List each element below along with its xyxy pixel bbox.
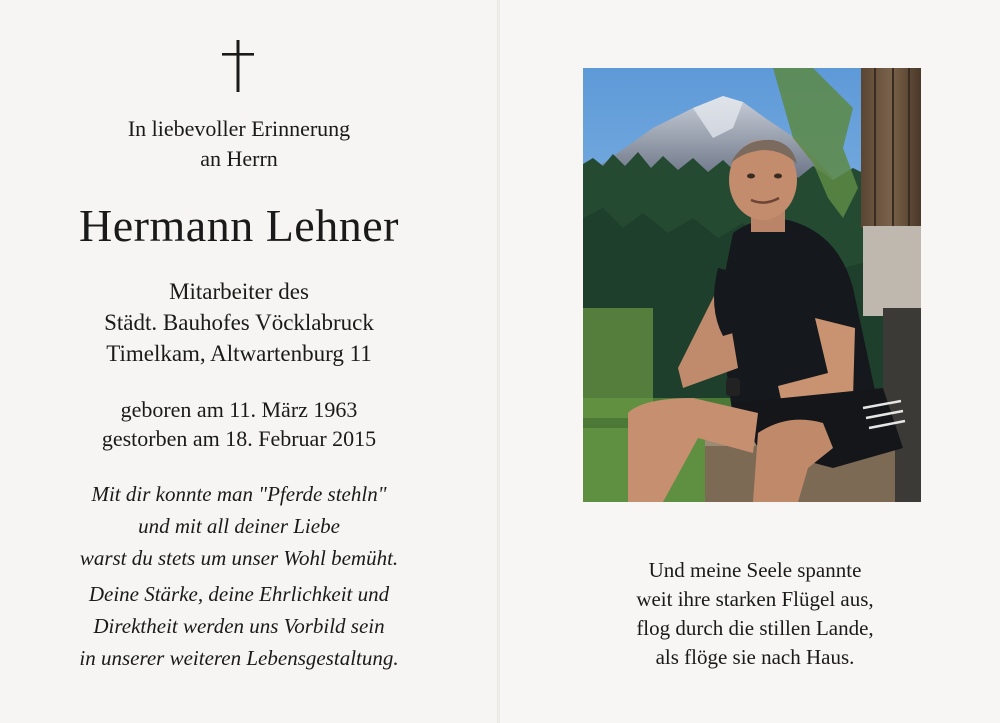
- intro-text: [0, 114, 478, 174]
- memorial-quote-2: [0, 578, 478, 674]
- poem-line: Und meine Seele spannte: [648, 558, 862, 582]
- poem-line: als flöge sie nach Haus.: [655, 645, 855, 669]
- birth-date: geboren am 11. März 1963: [120, 397, 358, 422]
- quote-line: Direktheit werden uns Vorbild sein: [93, 614, 385, 638]
- quote-line: in unserer weiteren Lebensgestaltung.: [79, 646, 399, 670]
- death-date: gestorben am 18. Februar 2015: [101, 426, 377, 451]
- intro-line: In liebevoller Erinnerung: [127, 116, 351, 141]
- quote-line: Deine Stärke, deine Ehrlichkeit und: [88, 582, 390, 606]
- cross-icon: [220, 40, 256, 92]
- poem-line: weit ihre starken Flügel aus,: [636, 587, 874, 611]
- occupation-line: Städt. Bauhofes Vöcklabruck: [104, 310, 374, 335]
- address-line: Timelkam, Altwartenburg 11: [106, 341, 372, 366]
- card-fold: [497, 0, 500, 723]
- portrait-illustration: [583, 68, 921, 502]
- quote-line: Mit dir konnte man "Pferde stehln": [91, 482, 387, 506]
- poem-line: flog durch die stillen Lande,: [636, 616, 874, 640]
- occupation-address: [0, 276, 478, 369]
- quote-line: und mit all deiner Liebe: [138, 514, 340, 538]
- quote-line: warst du stets um unser Wohl bemüht.: [79, 546, 399, 570]
- poem-verse: [560, 556, 950, 672]
- occupation-line: Mitarbeiter des: [169, 279, 309, 304]
- portrait-photo: [583, 68, 921, 502]
- intro-line: an Herrn: [200, 146, 278, 171]
- deceased-name: Hermann Lehner: [79, 200, 399, 251]
- life-dates: [0, 395, 478, 453]
- memorial-quote-1: [0, 478, 478, 574]
